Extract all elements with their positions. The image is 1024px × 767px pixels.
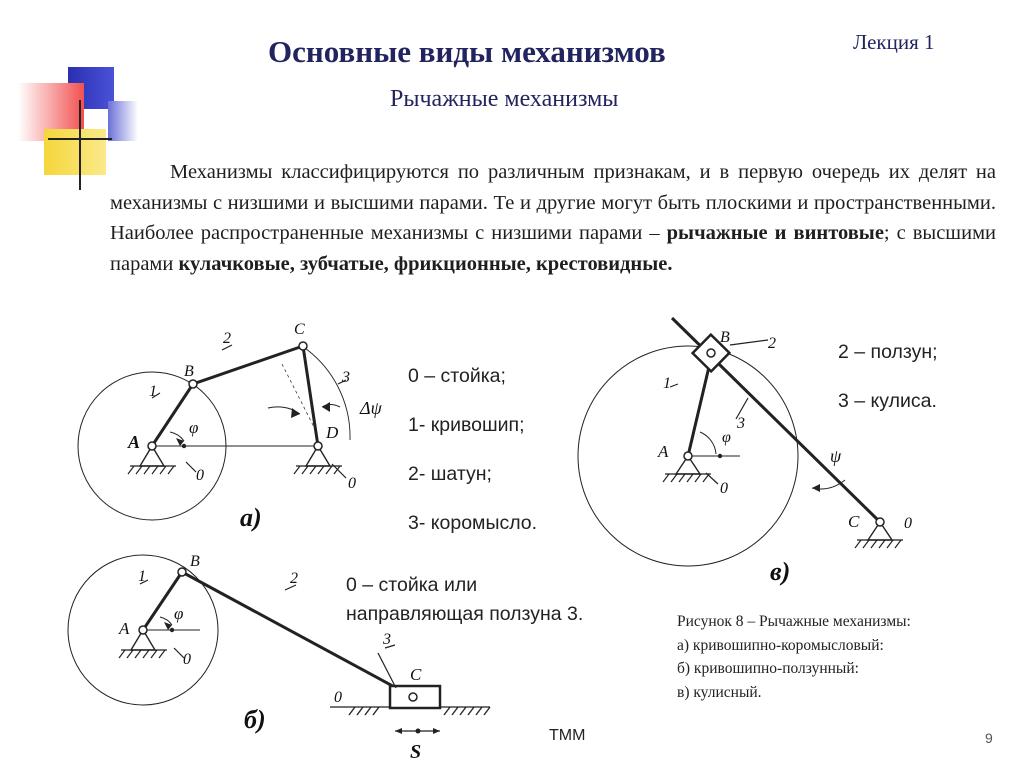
caption-title: Рисунок 8 – Рычажные механизмы: (677, 613, 911, 630)
footer-label: ТММ (549, 727, 586, 744)
intro-bold-1: рычажные и винтовые (666, 222, 884, 244)
label-b-B: B (190, 553, 200, 570)
caption-item: а) кривошипно-коромысловый: (677, 636, 884, 654)
label-c-0b: 0 (904, 515, 912, 532)
caption-item: б) кривошипно-ползунный: (677, 660, 859, 677)
label-a-D: D (326, 423, 339, 442)
figure-caption (677, 610, 911, 704)
label-b-S: S (410, 741, 422, 763)
label-a-C: C (294, 321, 305, 338)
legend-c-item: 3 – кулиса. (838, 390, 937, 412)
intro-bold-2: кулачковые, зубчатые, фрикционные, крестовидные. (178, 252, 673, 275)
label-a-0a: 0 (196, 467, 204, 484)
label-a-1: 1 (149, 383, 157, 400)
label-b-phi: φ (174, 604, 184, 623)
label-a-phi: φ (189, 418, 199, 437)
label-a-B: B (184, 363, 194, 380)
label-a-0b: 0 (348, 475, 356, 492)
page-subtitle: Рычажные механизмы (390, 86, 619, 112)
label-a-3: 3 (342, 369, 350, 386)
lecture-label: Лекция 1 (853, 30, 935, 54)
intro-text-2: ; с высшими парами (110, 222, 997, 275)
label-b-0a: 0 (183, 651, 191, 668)
legend-c-item: 2 – ползун; (838, 341, 938, 363)
label-c-1: 1 (663, 375, 671, 392)
legend-figure-c (838, 328, 938, 426)
legend-b-item: направляющая ползуна 3. (346, 603, 584, 625)
figure-b-tag: б) (244, 705, 266, 734)
label-b-A: A (119, 619, 130, 638)
label-c-3: 3 (737, 415, 745, 432)
legend-a-item: 1- кривошип; (408, 414, 525, 436)
label-a-A: A (128, 432, 141, 452)
label-c-2: 2 (768, 335, 776, 352)
label-b-2: 2 (290, 570, 298, 587)
legend-a-item: 3- коромысло. (408, 512, 538, 534)
figure-c-tag: в) (770, 557, 791, 586)
legend-b-item: 0 – стойка или (346, 574, 478, 596)
label-c-B: B (720, 329, 730, 346)
crank-link (152, 384, 193, 446)
label-b-0b: 0 (334, 689, 342, 706)
label-a-dpsi: Δψ (360, 398, 382, 418)
label-b-C: C (410, 665, 422, 684)
label-c-A: A (658, 442, 669, 461)
page-number: 9 (985, 730, 993, 746)
figure-a-crank-rocker (60, 315, 410, 535)
intro-paragraph (110, 157, 996, 279)
legend-figure-b (346, 571, 583, 629)
rocker-link (303, 346, 318, 446)
intro-text-1: Механизмы классифицируются по различным признакам, и в первую очередь их делят на механизмы с низшими и высшими парами. Те и другие могут быть плоскими и пространственными. Наиболее распространенные механизмы с низшими парами – (110, 161, 996, 244)
label-c-psi: ψ (830, 446, 842, 466)
legend-a-item: 0 – стойка; (408, 365, 506, 387)
legend-a-item: 2- шатун; (408, 463, 492, 485)
label-c-phi: φ (722, 429, 731, 446)
label-b-3: 3 (383, 631, 391, 648)
label-c-C: C (848, 512, 860, 531)
legend-figure-a (408, 352, 537, 548)
label-a-2: 2 (223, 330, 231, 347)
figure-a-tag: а) (240, 503, 262, 532)
caption-item: в) кулисный. (677, 683, 762, 701)
connecting-rod (193, 346, 303, 384)
label-b-1: 1 (138, 568, 146, 585)
label-c-0a: 0 (720, 480, 728, 497)
page-title: Основные виды механизмов (268, 34, 666, 69)
